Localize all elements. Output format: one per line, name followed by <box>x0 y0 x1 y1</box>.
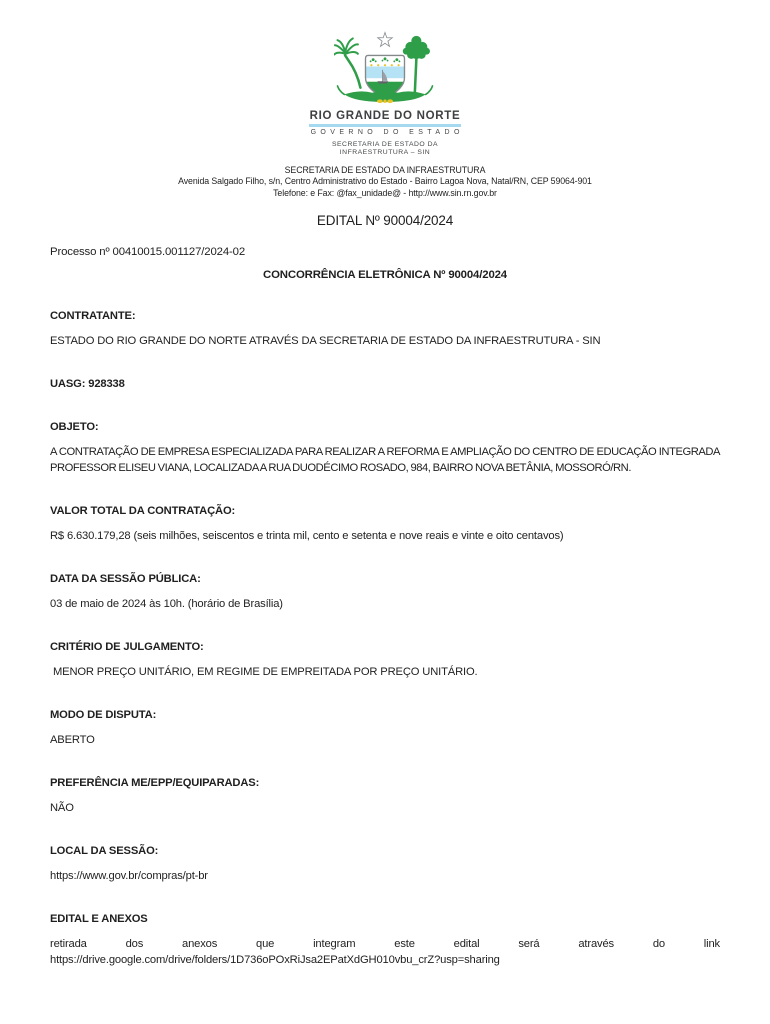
section-data-da-sessao-publica <box>50 572 720 612</box>
logo-org-line-1: SECRETARIA DE ESTADO DA <box>331 140 439 148</box>
section-label: PREFERÊNCIA ME/EPP/EQUIPARADAS: <box>50 777 260 789</box>
section-label: LOCAL DA SESSÃO: <box>50 845 159 857</box>
section-label: MODO DE DISPUTA: <box>50 709 157 721</box>
section-value: R$ 6.630.179,28 (seis milhões, seiscentos e trinta mil, cento e setenta e nove reais e vinte e oito centavos) <box>50 530 564 542</box>
section-valor-total-da-contratacao <box>50 504 720 544</box>
section-value: ESTADO DO RIO GRANDE DO NORTE ATRAVÉS DA SECRETARIA DE ESTADO DA INFRAESTRUTURA - SIN <box>50 335 601 347</box>
concorrencia-subtitle: CONCORRÊNCIA ELETRÔNICA Nº 90004/2024 <box>263 269 507 281</box>
section-edital-e-anexos <box>50 912 720 968</box>
process-number: Processo nº 00410015.001127/2024-02 <box>50 246 246 258</box>
section-value: ABERTO <box>50 734 95 746</box>
section-objeto <box>50 420 720 476</box>
section-label: EDITAL E ANEXOS <box>50 913 148 925</box>
section-value: MENOR PREÇO UNITÁRIO, EM REGIME DE EMPREITADA POR PREÇO UNITÁRIO. <box>50 666 478 678</box>
logo-state-name: RIO GRANDE DO NORTE <box>309 110 461 122</box>
logo-blue-rule <box>309 124 461 127</box>
section-modo-de-disputa <box>50 708 720 748</box>
section-uasg-928338 <box>50 377 720 392</box>
section-value: A CONTRATAÇÃO DE EMPRESA ESPECIALIZADA PARA REALIZAR A REFORMA E AMPLIAÇÃO DO CENTRO DE EDUCAÇÃO INTEGRADA PROFESSOR ELISEU VIANA, LOCALIZADA A RUA DUODÉCIMO ROSADO, 984, BAIRRO NOVA BETÂNIA, MOSSORÓ/RN. <box>50 446 720 474</box>
logo-org-line-2: INFRAESTRUTURA – SIN <box>339 149 431 156</box>
section-label: CRITÉRIO DE JULGAMENTO: <box>50 641 204 653</box>
letterhead-contact: Telefone: e Fax: @fax_unidade@ - http://www.sin.rn.gov.br <box>273 187 497 198</box>
section-link-text[interactable]: retirada dos anexos que integram este edital será através do link https://drive.google.com/drive/folders/1D736oPOxRiJsa2EPatXdGH010vbu_crZ?usp=sharing <box>50 938 720 966</box>
logo-secretariat-lines <box>0 141 770 158</box>
edital-title: EDITAL Nº 90004/2024 <box>316 213 454 228</box>
section-preferencia-me-epp-equiparadas <box>50 776 720 816</box>
logo-government-line: GOVERNO DO ESTADO <box>310 128 464 136</box>
document-sections <box>0 309 770 968</box>
section-contratante <box>50 309 720 349</box>
section-label: OBJETO: <box>50 421 99 433</box>
section-label: DATA DA SESSÃO PÚBLICA: <box>50 573 201 585</box>
letterhead-address: Avenida Salgado Filho, s/n, Centro Administrativo do Estado - Bairro Lagoa Nova, Natal/RN, CEP 59064-901 <box>178 176 592 186</box>
masthead <box>0 0 770 199</box>
section-value: NÃO <box>50 802 74 814</box>
section-label: UASG: 928338 <box>50 378 125 390</box>
section-local-da-sessao <box>50 844 720 884</box>
letterhead <box>0 165 770 200</box>
section-value: 03 de maio de 2024 às 10h. (horário de Brasília) <box>50 598 283 610</box>
rn-state-coat-of-arms-icon <box>334 30 436 108</box>
section-label: VALOR TOTAL DA CONTRATAÇÃO: <box>50 505 236 517</box>
section-link-text[interactable]: https://www.gov.br/compras/pt-br <box>50 870 208 882</box>
letterhead-org: SECRETARIA DE ESTADO DA INFRAESTRUTURA <box>284 164 486 175</box>
section-criterio-de-julgamento <box>50 640 720 680</box>
section-label: CONTRATANTE: <box>50 310 136 322</box>
